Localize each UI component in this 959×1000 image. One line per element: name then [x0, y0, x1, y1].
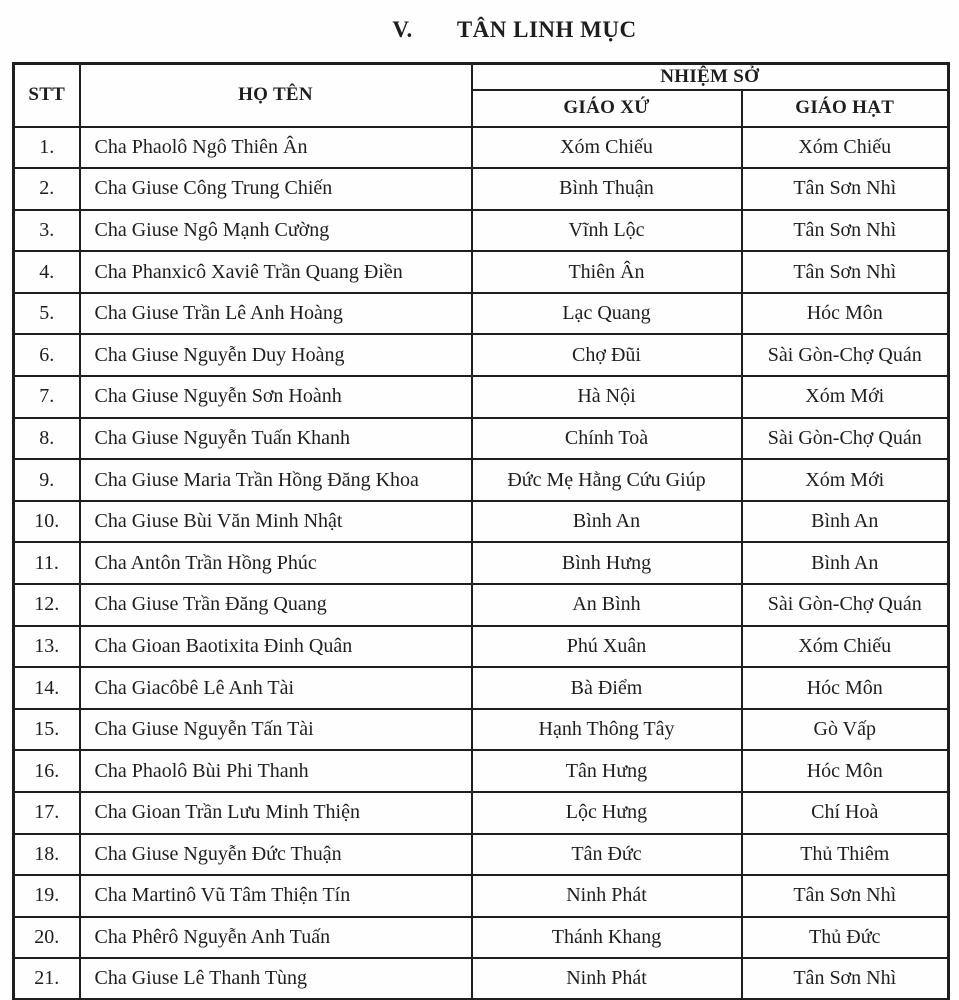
cell-giao-xu: Đức Mẹ Hằng Cứu Giúp	[472, 459, 742, 501]
cell-stt: 9.	[14, 459, 80, 501]
cell-giao-hat: Xóm Mới	[742, 459, 949, 501]
cell-stt: 21.	[14, 958, 80, 1000]
cell-giao-xu: Bình Thuận	[472, 168, 742, 210]
table-header	[14, 64, 949, 127]
table-row	[14, 542, 949, 584]
table-row	[14, 251, 949, 293]
cell-stt: 5.	[14, 293, 80, 335]
table-row	[14, 127, 949, 169]
cell-giao-xu: Hạnh Thông Tây	[472, 709, 742, 751]
cell-ho-ten: Cha Giuse Bùi Văn Minh Nhật	[80, 501, 472, 543]
table-row	[14, 501, 949, 543]
table-row	[14, 293, 949, 335]
cell-ho-ten: Cha Giacôbê Lê Anh Tài	[80, 667, 472, 709]
cell-ho-ten: Cha Phaolô Bùi Phi Thanh	[80, 750, 472, 792]
cell-stt: 3.	[14, 210, 80, 252]
cell-giao-hat: Tân Sơn Nhì	[742, 210, 949, 252]
cell-stt: 19.	[14, 875, 80, 917]
cell-ho-ten: Cha Giuse Nguyễn Tuấn Khanh	[80, 418, 472, 460]
cell-giao-hat: Thủ Thiêm	[742, 834, 949, 876]
cell-giao-xu: Bình An	[472, 501, 742, 543]
header-nhiem-so: NHIỆM SỞ	[472, 64, 949, 90]
cell-giao-hat: Chí Hoà	[742, 792, 949, 834]
table-row	[14, 376, 949, 418]
cell-giao-xu: Chính Toà	[472, 418, 742, 460]
table-row	[14, 750, 949, 792]
table-row	[14, 917, 949, 959]
cell-stt: 2.	[14, 168, 80, 210]
cell-ho-ten: Cha Giuse Maria Trần Hồng Đăng Khoa	[80, 459, 472, 501]
cell-giao-xu: An Bình	[472, 584, 742, 626]
cell-giao-hat: Xóm Chiếu	[742, 626, 949, 668]
cell-ho-ten: Cha Giuse Trần Đăng Quang	[80, 584, 472, 626]
cell-giao-xu: Ninh Phát	[472, 875, 742, 917]
cell-giao-hat: Sài Gòn-Chợ Quán	[742, 584, 949, 626]
section-title: TÂN LINH MỤC	[456, 16, 637, 42]
header-stt: STT	[14, 64, 80, 127]
cell-giao-hat: Bình An	[742, 501, 949, 543]
cell-ho-ten: Cha Giuse Nguyễn Sơn Hoành	[80, 376, 472, 418]
header-ho-ten: HỌ TÊN	[80, 64, 472, 127]
cell-giao-xu: Lạc Quang	[472, 293, 742, 335]
cell-stt: 13.	[14, 626, 80, 668]
cell-stt: 18.	[14, 834, 80, 876]
cell-ho-ten: Cha Giuse Nguyễn Tấn Tài	[80, 709, 472, 751]
cell-ho-ten: Cha Giuse Trần Lê Anh Hoàng	[80, 293, 472, 335]
cell-giao-hat: Sài Gòn-Chợ Quán	[742, 418, 949, 460]
cell-giao-hat: Hóc Môn	[742, 667, 949, 709]
cell-ho-ten: Cha Antôn Trần Hồng Phúc	[80, 542, 472, 584]
cell-stt: 8.	[14, 418, 80, 460]
table-row	[14, 792, 949, 834]
table-body	[14, 127, 949, 1000]
cell-stt: 4.	[14, 251, 80, 293]
cell-giao-hat: Tân Sơn Nhì	[742, 251, 949, 293]
cell-ho-ten: Cha Phaolô Ngô Thiên Ân	[80, 127, 472, 169]
cell-giao-hat: Tân Sơn Nhì	[742, 875, 949, 917]
table-row	[14, 459, 949, 501]
cell-stt: 16.	[14, 750, 80, 792]
cell-giao-hat: Xóm Mới	[742, 376, 949, 418]
table-row	[14, 418, 949, 460]
table-row	[14, 958, 949, 1000]
table-row	[14, 626, 949, 668]
cell-giao-xu: Hà Nội	[472, 376, 742, 418]
table-row	[14, 210, 949, 252]
cell-giao-xu: Thánh Khang	[472, 917, 742, 959]
cell-ho-ten: Cha Martinô Vũ Tâm Thiện Tín	[80, 875, 472, 917]
cell-giao-xu: Bà Điểm	[472, 667, 742, 709]
table-row	[14, 334, 949, 376]
cell-stt: 7.	[14, 376, 80, 418]
cell-giao-xu: Ninh Phát	[472, 958, 742, 1000]
cell-giao-hat: Xóm Chiếu	[742, 127, 949, 169]
header-giao-xu: GIÁO XỨ	[472, 90, 742, 127]
cell-giao-xu: Tân Hưng	[472, 750, 742, 792]
cell-giao-xu: Bình Hưng	[472, 542, 742, 584]
cell-giao-hat: Tân Sơn Nhì	[742, 168, 949, 210]
cell-ho-ten: Cha Giuse Ngô Mạnh Cường	[80, 210, 472, 252]
document-page	[0, 13, 959, 1000]
cell-stt: 14.	[14, 667, 80, 709]
cell-ho-ten: Cha Giuse Lê Thanh Tùng	[80, 958, 472, 1000]
cell-giao-hat: Hóc Môn	[742, 293, 949, 335]
table-row	[14, 709, 949, 751]
cell-stt: 10.	[14, 501, 80, 543]
cell-ho-ten: Cha Giuse Nguyễn Đức Thuận	[80, 834, 472, 876]
table-row	[14, 667, 949, 709]
cell-stt: 17.	[14, 792, 80, 834]
page-title	[35, 13, 959, 46]
cell-stt: 6.	[14, 334, 80, 376]
cell-ho-ten: Cha Giuse Nguyễn Duy Hoàng	[80, 334, 472, 376]
cell-stt: 11.	[14, 542, 80, 584]
cell-giao-hat: Bình An	[742, 542, 949, 584]
cell-ho-ten: Cha Gioan Baotixita Đinh Quân	[80, 626, 472, 668]
table-row	[14, 584, 949, 626]
cell-stt: 1.	[14, 127, 80, 169]
header-giao-hat: GIÁO HẠT	[742, 90, 949, 127]
cell-ho-ten: Cha Gioan Trần Lưu Minh Thiện	[80, 792, 472, 834]
cell-stt: 20.	[14, 917, 80, 959]
cell-ho-ten: Cha Phêrô Nguyễn Anh Tuấn	[80, 917, 472, 959]
cell-giao-xu: Lộc Hưng	[472, 792, 742, 834]
cell-giao-xu: Vĩnh Lộc	[472, 210, 742, 252]
cell-giao-xu: Chợ Đũi	[472, 334, 742, 376]
cell-giao-xu: Phú Xuân	[472, 626, 742, 668]
table-row	[14, 875, 949, 917]
cell-giao-hat: Gò Vấp	[742, 709, 949, 751]
cell-giao-hat: Sài Gòn-Chợ Quán	[742, 334, 949, 376]
section-numeral: V.	[392, 16, 413, 42]
cell-giao-xu: Tân Đức	[472, 834, 742, 876]
cell-stt: 12.	[14, 584, 80, 626]
cell-giao-xu: Xóm Chiếu	[472, 127, 742, 169]
cell-giao-xu: Thiên Ân	[472, 251, 742, 293]
cell-ho-ten: Cha Giuse Công Trung Chiến	[80, 168, 472, 210]
table-row	[14, 168, 949, 210]
cell-giao-hat: Tân Sơn Nhì	[742, 958, 949, 1000]
table-row	[14, 834, 949, 876]
cell-ho-ten: Cha Phanxicô Xaviê Trần Quang Điền	[80, 251, 472, 293]
cell-stt: 15.	[14, 709, 80, 751]
new-priests-table	[12, 62, 950, 1000]
cell-giao-hat: Hóc Môn	[742, 750, 949, 792]
cell-giao-hat: Thủ Đức	[742, 917, 949, 959]
